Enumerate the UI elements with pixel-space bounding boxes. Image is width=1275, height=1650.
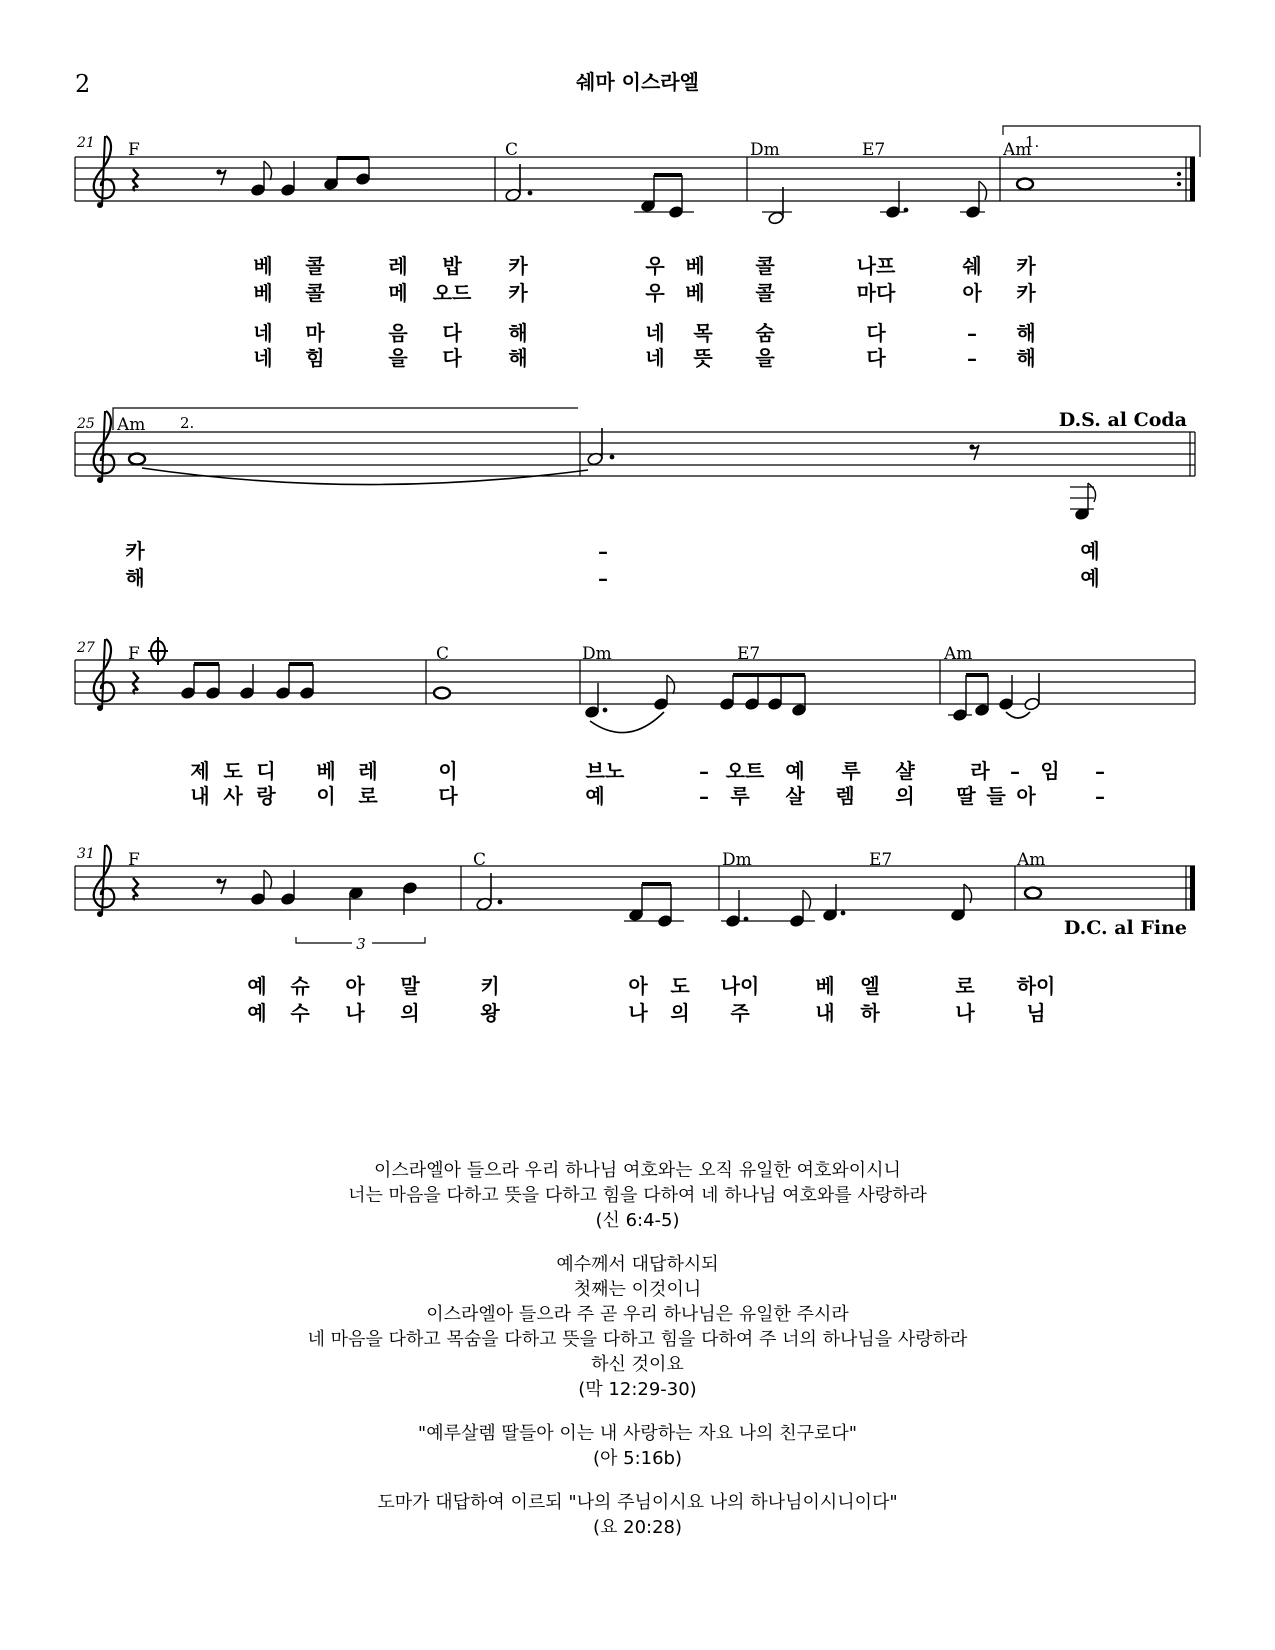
lyric-syllable: 베 — [253, 281, 273, 305]
lyric-syllable: 음 — [388, 321, 408, 345]
lyric-syllable: 루 — [841, 759, 861, 783]
lyric-syllable: 하 — [860, 1001, 880, 1025]
lyric-syllable: 네 — [253, 346, 273, 370]
lyric-line — [190, 759, 1105, 783]
lyric-syllable: 예 — [585, 784, 605, 808]
lyric-syllable: 콜 — [755, 254, 775, 278]
lyric-syllable: 카 — [1016, 254, 1036, 278]
lyric-syllable: 우 — [645, 254, 665, 278]
lyric-syllable: 뜻 — [693, 346, 713, 370]
dc-al-fine: D.C. al Fine — [1063, 917, 1187, 939]
verse-block — [0, 1490, 1275, 1540]
lyric-syllable: – — [967, 346, 977, 370]
lyric-syllable: 카 — [508, 254, 528, 278]
lyric-line — [190, 784, 1105, 808]
chord-symbol: Am — [1017, 850, 1046, 870]
verse-line: 하신 것이요 — [591, 1354, 684, 1375]
lyric-syllable: 레 — [388, 254, 408, 278]
lyric-syllable: 로 — [358, 784, 378, 808]
lyric-syllable: – — [699, 759, 709, 783]
chord-symbol: C — [505, 140, 519, 160]
lyric-syllable: 밥 — [442, 254, 462, 278]
lyric-line — [253, 254, 1036, 278]
verse-reference: (요 20:28) — [592, 1517, 683, 1538]
verse-line: 첫째는 이것이니 — [573, 1279, 702, 1300]
lyric-syllable: 콜 — [305, 281, 325, 305]
lyric-syllable: 다 — [866, 346, 886, 370]
chord-symbol: C — [436, 644, 450, 664]
chord-symbol: Am — [944, 644, 973, 664]
coda-icon — [148, 637, 168, 665]
lyric-syllable: 랑 — [256, 784, 276, 808]
lyric-syllable: 카 — [125, 539, 145, 563]
verse-block — [0, 1421, 1275, 1471]
lyric-line — [253, 346, 1035, 370]
verse-reference: (막 12:29-30) — [578, 1379, 697, 1400]
ending-label: 2. — [180, 414, 195, 432]
lyric-syllable: 아 — [1016, 784, 1036, 808]
verse-block — [0, 1252, 1275, 1402]
lyric-syllable: 들 — [986, 784, 1006, 808]
lyric-syllable: 레 — [358, 759, 378, 783]
lyric-syllable: 내 — [190, 784, 210, 808]
measure-number: 27 — [77, 640, 95, 656]
lyric-syllable: 해 — [1016, 321, 1036, 345]
scripture-verses — [0, 1158, 1275, 1559]
lyric-syllable: 도 — [223, 759, 243, 783]
lyric-syllable: 수 — [290, 1001, 310, 1025]
verse-reference: (아 5:16b) — [592, 1448, 682, 1469]
lyric-syllable: 베 — [685, 254, 705, 278]
lyric-syllable: 라 — [970, 759, 990, 783]
measure-number: 25 — [77, 416, 95, 432]
lyric-syllable: 나 — [345, 1001, 365, 1025]
verse-line: 도마가 대답하여 이르되 "나의 주님이시요 나의 하나님이시니이다" — [377, 1492, 898, 1513]
lyric-syllable: 해 — [1016, 346, 1036, 370]
lyric-syllable: 마 — [305, 321, 325, 345]
lyric-syllable: 슈 — [290, 974, 310, 998]
system-4 — [75, 845, 1195, 953]
lyric-syllable: 다 — [442, 346, 462, 370]
lyric-syllable: 숨 — [755, 321, 775, 345]
lyric-syllable: 아 — [345, 974, 365, 998]
lyric-syllable: 아 — [628, 974, 648, 998]
lyric-syllable: 베 — [815, 974, 835, 998]
verse-line: 너는 마음을 다하고 뜻을 다하고 힘을 다하여 네 하나님 여호와를 사랑하라 — [348, 1185, 927, 1206]
system-2 — [75, 408, 1195, 520]
lyric-syllable: 오드 — [432, 281, 472, 305]
verse-line: 예수께서 대답하시되 — [556, 1254, 719, 1275]
page-number: 2 — [75, 70, 91, 98]
lyric-syllable: 나 — [628, 1001, 648, 1025]
lyric-syllable: 오트 — [725, 759, 765, 783]
lyric-syllable: 딸 — [956, 784, 976, 808]
lyric-syllable: – — [598, 566, 608, 590]
verse-line: 이스라엘아 들으라 우리 하나님 여호와는 오직 유일한 여호와이시니 — [374, 1160, 901, 1181]
lyric-syllable: 베 — [685, 281, 705, 305]
lyric-syllable: 이 — [316, 784, 336, 808]
lyric-syllable: 쉐 — [962, 254, 982, 278]
lyric-line — [125, 539, 1099, 563]
lyric-syllable: 도 — [670, 974, 690, 998]
verse-line: 네 마음을 다하고 목숨을 다하고 뜻을 다하고 힘을 다하여 주 너의 하나님을 사랑하라 — [307, 1329, 968, 1350]
lyric-syllable: 메 — [388, 281, 408, 305]
lyric-syllable: 브노 — [585, 759, 625, 783]
lyric-syllable: 베 — [253, 254, 273, 278]
chord-symbol: F — [128, 644, 140, 664]
chord-symbol: Dm — [722, 850, 752, 870]
lyric-syllable: 네 — [645, 321, 665, 345]
chord-symbol: Am — [117, 415, 146, 435]
lyric-syllable: 키 — [480, 974, 500, 998]
lyric-syllable: 말 — [400, 974, 420, 998]
verse-reference: (신 6:4-5) — [595, 1210, 680, 1231]
lyric-syllable: 내 — [815, 1001, 835, 1025]
lyric-syllable: 디 — [256, 759, 276, 783]
lyric-syllable: 제 — [190, 759, 210, 783]
chord-symbol: Am — [1003, 140, 1032, 160]
lyric-syllable: 해 — [508, 346, 528, 370]
lyric-syllable: 나프 — [856, 254, 896, 278]
lyric-syllable: 예 — [247, 1001, 267, 1025]
lyric-line — [253, 281, 1036, 305]
lyric-syllable: 살 — [785, 784, 805, 808]
lyric-syllable: 아 — [962, 281, 982, 305]
chord-symbol: E7 — [737, 644, 761, 664]
lyric-line — [253, 321, 1035, 345]
lyric-syllable: 해 — [125, 566, 145, 590]
lyric-syllable: 을 — [755, 346, 775, 370]
lyric-syllable: 엘 — [860, 974, 880, 998]
lyric-syllable: 로 — [955, 974, 975, 998]
lyric-syllable: – — [1010, 759, 1020, 783]
lyric-syllable: 의 — [670, 1001, 690, 1025]
lyric-syllable: 루 — [730, 784, 750, 808]
lyric-syllable: 마다 — [856, 281, 896, 305]
lyric-syllable: 을 — [388, 346, 408, 370]
triplet-marker: 3 — [356, 935, 366, 953]
lyric-syllable: – — [1095, 784, 1105, 808]
lyric-syllable: 나 — [955, 1001, 975, 1025]
lyric-syllable: 우 — [645, 281, 665, 305]
lyric-syllable: – — [598, 539, 608, 563]
lyric-syllable: 카 — [1016, 281, 1036, 305]
system-3 — [75, 637, 1195, 733]
chord-symbol: C — [473, 850, 487, 870]
system-1 — [75, 126, 1200, 225]
lyric-syllable: 콜 — [755, 281, 775, 305]
lyric-syllable: 네 — [253, 321, 273, 345]
lyric-syllable: 의 — [400, 1001, 420, 1025]
verse-line: "예루살렘 딸들아 이는 내 사랑하는 자요 나의 친구로다" — [417, 1423, 858, 1444]
lyric-syllable: 하이 — [1016, 974, 1056, 998]
lyric-syllable: 네 — [645, 346, 665, 370]
lyrics — [125, 254, 1105, 1025]
lyric-syllable: – — [967, 321, 977, 345]
chord-symbol: F — [128, 850, 140, 870]
lyric-syllable: 베 — [316, 759, 336, 783]
chord-symbol: E7 — [869, 850, 893, 870]
verse-line: 이스라엘아 들으라 주 곧 우리 하나님은 유일한 주시라 — [426, 1304, 849, 1325]
lyric-syllable: 예 — [1080, 539, 1100, 563]
lyric-line — [125, 566, 1099, 590]
lyric-line — [247, 1001, 1045, 1025]
lyric-syllable: 다 — [866, 321, 886, 345]
lyric-syllable: 다 — [442, 321, 462, 345]
lyric-syllable: – — [1095, 759, 1105, 783]
chord-symbol: Dm — [750, 140, 780, 160]
lyric-syllable: 사 — [223, 784, 243, 808]
lyric-syllable: 주 — [730, 1001, 750, 1025]
lyric-syllable: 예 — [247, 974, 267, 998]
lyric-syllable: 다 — [438, 784, 458, 808]
ending-label: 1. — [1025, 133, 1040, 151]
lyric-syllable: – — [699, 784, 709, 808]
lyric-syllable: 님 — [1026, 1001, 1046, 1025]
lyric-syllable: 의 — [895, 784, 915, 808]
song-title: 쉐마 이스라엘 — [576, 70, 699, 94]
chord-symbol: E7 — [862, 140, 886, 160]
lyric-syllable: 이 — [438, 759, 458, 783]
verse-block — [0, 1158, 1275, 1233]
lyric-syllable: 왕 — [480, 1001, 500, 1025]
lyric-syllable: 해 — [508, 321, 528, 345]
lyric-syllable: 샬 — [895, 759, 915, 783]
measure-number: 31 — [77, 846, 95, 862]
lyric-syllable: 임 — [1040, 759, 1060, 783]
lyric-syllable: 렘 — [835, 784, 855, 808]
chord-symbol: Dm — [582, 644, 612, 664]
lyric-syllable: 예 — [785, 759, 805, 783]
lyric-syllable: 콜 — [305, 254, 325, 278]
lyric-syllable: 목 — [693, 321, 713, 345]
lyric-syllable: 카 — [508, 281, 528, 305]
lyric-syllable: 힘 — [305, 346, 325, 370]
ds-al-coda: D.S. al Coda — [1058, 409, 1187, 431]
measure-number: 21 — [77, 135, 95, 151]
lyric-syllable: 예 — [1080, 566, 1100, 590]
chord-symbol: F — [128, 140, 140, 160]
lyric-line — [247, 974, 1055, 998]
lyric-syllable: 나이 — [720, 974, 760, 998]
